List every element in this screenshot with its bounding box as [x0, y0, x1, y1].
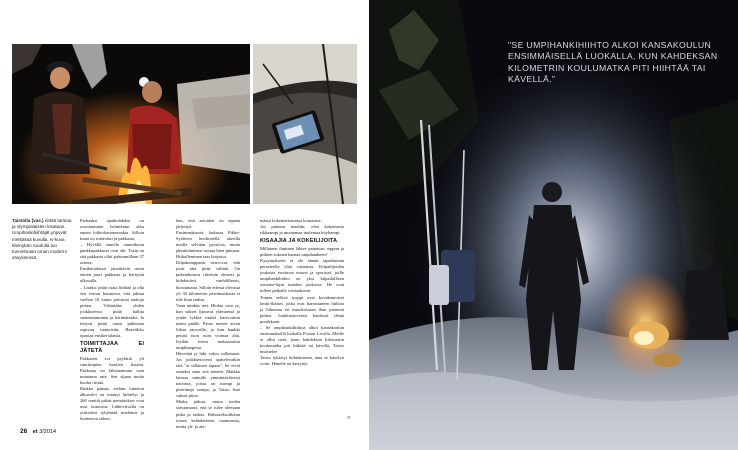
column-3-paragraph: Millainen ihminen lähtee painavan reppun ja pitkien suksien kanssa umpihankeen?	[260, 246, 344, 258]
column-1-paragraph: – Hyvällä onnella tammikuun paukkupakkaset ovat ohi. Tosin on sitä pakkasta ollut pahimmillaan 37 astetta.	[80, 242, 144, 266]
column-1-paragraph: Ensikertalaiset jännittävät usein eniten juuri pakkasta ja leiriytitä ulkosalla.	[80, 266, 144, 284]
photo-caption	[12, 218, 72, 261]
column-3-paragraph: Toinen selkeä tyyppi ovat kovakuntoiset keski-ikäiset, jotka ovat harrastaneen hiihtoa ja liikuntaa eri muodoissaan ihan pienestä pitäen. Joukkuetoverini kuuluvat tähän porukkaan.	[260, 294, 344, 324]
column-3-paragraph: mässä kokemattomassa kontastua.	[260, 218, 322, 223]
column-1-paragraph: Parhaaksi ajankohdaksi on osoittautunut helmikuun alku ennen hiihtolomasesonkia. Silloin lunta on riittävästi ja pakkasta,	[80, 218, 144, 242]
column-3-paragraph: Jos päässen maaliin, olen kokemusta rikkaampi ja muutamaa tuulentaa köyhempi.	[260, 224, 344, 236]
campfire-photo	[12, 44, 250, 204]
caption-body: riittää tarinaa ja olympialaisten kisataan. Umpihankihiihtäjät yöpyvät metsässä kuvulla. Iv-kuva kännykän ruudulla tuo tunnelmaan oman moderni sävyksensä.	[12, 218, 72, 261]
pull-quote: "SE UMPIHANKIHIIHTO ALKOI KANSAKOULUN ENSIMMÄISELLÄ LUOKALLA, KUN KAHDEKSAN KILOMETRIN KOULUMATKA PITI HIIHTÄÄ TAI KÄVELLÄ."	[508, 40, 718, 85]
section-heading-kisaajia: KISAAJIA JA KOKEILIJOITA	[260, 238, 338, 245]
column-1-paragraph: Rinkka painaa, eteläm lumeton alkuvalvi on estänyt hiihtelyt ja 260 senttiä pitkät metsäsukset ovat uusi tuttavuus. Lähtöviivalla on yrittetävä tyhjentää mielensä ja luottetava siihen,	[80, 386, 144, 422]
column-2-paragraph: hen, että asioiden on tapana järjestyä.	[176, 218, 240, 230]
caption-lead: Taistolla (vas.)	[12, 218, 44, 223]
phone-snow-photo	[253, 44, 357, 204]
column-2-paragraph: Hävettää ja hiki valuu solkenaan. Jos joukkuetoverit ajattelevatkin että "ai tällainen tapaus", he eivät onneksi sano sitä ääneen. Matkka laimaa minulle ymmärtäväisesti nasvana, joissa on isompi ja pitävämpi sompa, ja Taisto leuä sukusi pitoa.	[176, 351, 240, 399]
column-2-paragraph: Kilpakumppanit neuvovat, että juuri tätä pitää välttää. On pukeuduttava riittävän ohuesti ja hiihdettävä vauhdilleesti, hiostumatta. Silloin edessä olevasta yli 30 kilometrin päivämatkasta ei tule liian raskas.	[176, 260, 240, 302]
body-column-1	[80, 218, 144, 423]
page-folio	[20, 428, 56, 435]
column-2-paragraph: Vaan minkäs teet. Hiukiu vain yy, kun sukset lipsuvat ylämäessä ja yritän lykkiä rinteiä käsivoimin mäen päälle. Paino menee aivan liikaa sauvoille, ja kun hankki pettää tuon tuon voimaa alta, löydän itseni makaamasta umpihangesta.	[176, 302, 240, 350]
column-1-paragraph: – Lisäksi pitää osata hiihtää ja olla sen verran kunnossa, että jaksaa vaeltaa 10 tuntia päivässä taukoja pitäen. Vähintään yhden joukkueessa pitää hallita suunnistaminen ja leirintätaidot. Ja tietysti pitää osata pukeutua sopivan vaatteisiin, Haaviikko opastaa ensikertalaista.	[80, 284, 144, 338]
column-3-paragraph: Kysymykseen ei ole tämän tapahtuman perusteella yhtä vastausta. Kilpailijoiden joukosta erottuvat nuoret ja sportiset, joille umpihankihiihto on yksi kilpailullisen extreme-lajin muiden joukossa. He ovat tulleet paikalle voittaakseen.	[260, 258, 344, 294]
body-column-3	[260, 218, 344, 430]
body-column-2	[176, 218, 240, 430]
magazine-name: et	[32, 429, 38, 435]
column-3-paragraph: Taisto tykästyi hiihtämiseen, aina se kävelyn voitti. Hänelle on kertynyt	[260, 354, 344, 367]
column-2-paragraph: Ensimmäisessä laskusta Pikku-Syötteen huoltotiellä alavilla mailla selvitän pystyssä, mutta jänniittäminen nostaa hien pintaan. Hiikolleminen taas hurjassa.	[176, 230, 240, 260]
continue-arrow-icon: »	[347, 415, 351, 421]
column-3-paragraph: – Se umpihankihiihtoa alkoi kansakoulun ensimmäisellä luokalla Posion Livolla. Meille ei ollut tietä, joten kahdeksan kilometrin koulumatka piti hiihtää tai kävellä, Taisto muistelee.	[260, 324, 344, 354]
section-heading-toimittajaa: TOIMITTAJAA EI JÄTETÄ	[80, 340, 144, 354]
issue-number: 3/2014	[39, 429, 57, 435]
column-1-paragraph: Pakkasen voi pyyhkiä yli suuriimpien huolien listalta. Pakkasta on lähtöaamuna vain muutama aste. Sen sijaan muita huolia riittää.	[80, 355, 144, 386]
column-2-paragraph: Matka jatkuu, mutta tiedän saivaamasti, että se tulee olemaan pitkä ja raskas. Hiihtoreksolikkan toisen kehtalaisensi taunmasita, mutta yli- ja ala-	[176, 399, 240, 429]
page-number: 26	[20, 428, 28, 435]
